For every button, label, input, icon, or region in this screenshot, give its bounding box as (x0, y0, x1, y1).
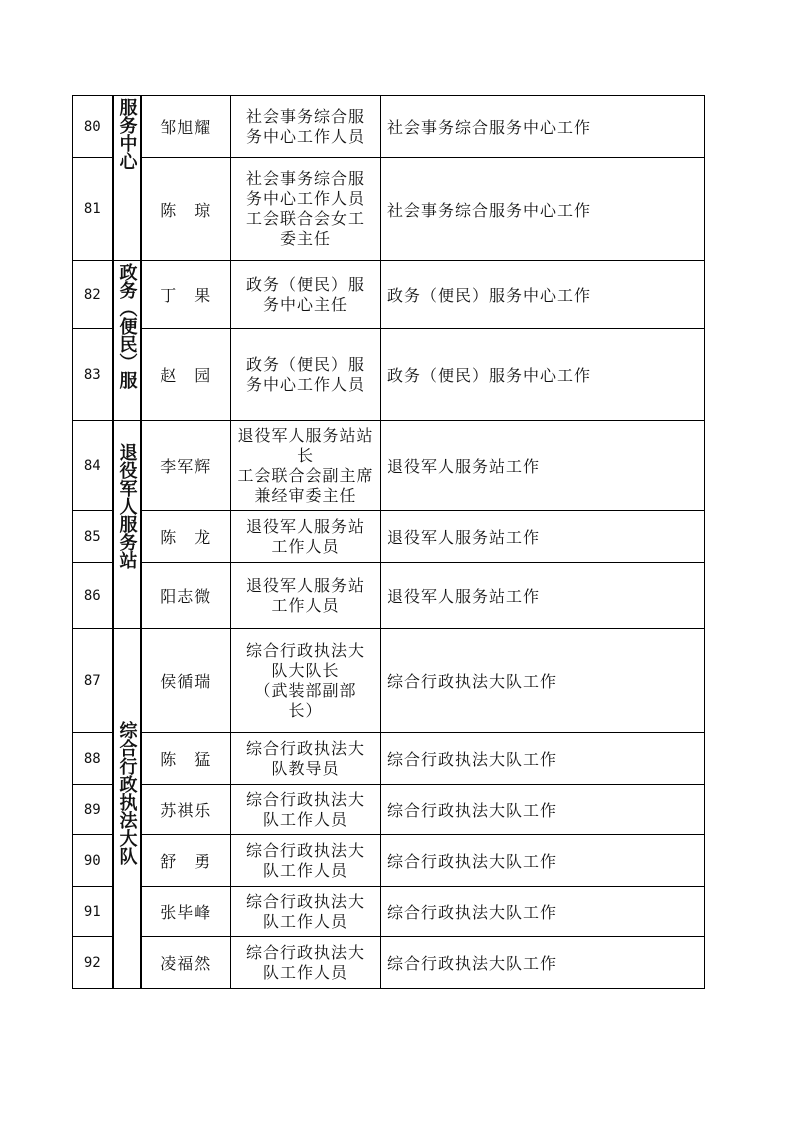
person-name: 舒 勇 (141, 835, 231, 887)
post-line: 综合行政执法大 (245, 640, 365, 660)
table-row (73, 158, 705, 261)
post-cell (231, 629, 381, 733)
dept-cell (113, 421, 141, 629)
post-line: 政务（便民）服 (245, 354, 365, 374)
duty-cell: 综合行政执法大队工作 (381, 887, 705, 937)
post-line: 综合行政执法大 (245, 738, 365, 758)
dept-label: 服务中心 (116, 98, 138, 170)
row-number: 86 (73, 563, 113, 629)
person-name: 赵 园 (141, 329, 231, 421)
post-cell (231, 887, 381, 937)
duty-cell: 政务（便民）服务中心工作 (381, 261, 705, 329)
post-line: 队大队长 (271, 660, 340, 680)
duty-cell: 退役军人服务站工作 (381, 421, 705, 511)
post-line: 队工作人员 (262, 962, 348, 982)
post-line: 综合行政执法大 (245, 840, 365, 860)
post-line: 务中心主任 (262, 294, 348, 314)
post-line: 务中心工作人员 (245, 189, 365, 208)
duty-cell: 综合行政执法大队工作 (381, 629, 705, 733)
person-name: 邹旭耀 (141, 96, 231, 158)
row-number: 80 (73, 96, 113, 158)
person-name: 陈 龙 (141, 511, 231, 563)
post-cell (231, 96, 381, 158)
duty-cell: 退役军人服务站工作 (381, 511, 705, 563)
post-line: 委主任 (279, 229, 331, 248)
table-row (73, 733, 705, 785)
table-row (73, 835, 705, 887)
staff-table (72, 95, 705, 989)
row-number: 89 (73, 785, 113, 835)
post-cell (231, 421, 381, 511)
duty-cell: 政务（便民）服务中心工作 (381, 329, 705, 421)
row-number: 90 (73, 835, 113, 887)
person-name: 李军辉 (141, 421, 231, 511)
row-number: 81 (73, 158, 113, 261)
post-line: 队工作人员 (262, 860, 348, 880)
post-line: 政务（便民）服 (245, 274, 365, 294)
post-line: 务中心工作人员 (245, 126, 365, 146)
person-name: 侯循瑞 (141, 629, 231, 733)
duty-cell: 综合行政执法大队工作 (381, 785, 705, 835)
person-name: 凌福然 (141, 937, 231, 989)
post-line: 社会事务综合服 (245, 106, 365, 126)
post-line: 工作人员 (271, 536, 340, 556)
table-row (73, 563, 705, 629)
person-name: 阳志微 (141, 563, 231, 629)
post-line: 长 (296, 445, 314, 465)
table-row (73, 785, 705, 835)
row-number: 92 (73, 937, 113, 989)
dept-cell (113, 261, 141, 421)
dept-label: 综合行政执法大队 (116, 721, 138, 865)
post-line: 队工作人员 (262, 809, 348, 829)
table-row (73, 629, 705, 733)
post-line: 工会联合会女工 (245, 209, 365, 228)
duty-cell: 综合行政执法大队工作 (381, 835, 705, 887)
table-row (73, 511, 705, 563)
post-line: （武装部副部 (254, 680, 357, 700)
post-line: 退役军人服务站站 (237, 425, 374, 445)
duty-cell: 社会事务综合服务中心工作 (381, 96, 705, 158)
post-cell (231, 835, 381, 887)
row-number: 88 (73, 733, 113, 785)
post-line: 综合行政执法大 (245, 891, 365, 911)
post-cell (231, 261, 381, 329)
dept-label: 政务（便民）服 (116, 263, 138, 389)
table-row (73, 887, 705, 937)
person-name: 丁 果 (141, 261, 231, 329)
post-line: 队工作人员 (262, 911, 348, 931)
post-line: 社会事务综合服 (245, 169, 365, 188)
row-number: 84 (73, 421, 113, 511)
table-row (73, 329, 705, 421)
post-cell (231, 785, 381, 835)
post-cell (231, 733, 381, 785)
post-line: 兼经审委主任 (254, 485, 357, 505)
row-number: 91 (73, 887, 113, 937)
duty-cell: 退役军人服务站工作 (381, 563, 705, 629)
table-row (73, 261, 705, 329)
post-cell (231, 158, 381, 261)
table-row (73, 421, 705, 511)
dept-label: 退役军人服务站 (116, 443, 138, 569)
table-row (73, 96, 705, 158)
row-number: 83 (73, 329, 113, 421)
post-line: 退役军人服务站 (245, 575, 365, 595)
post-line: 退役军人服务站 (245, 516, 365, 536)
post-line: 工作人员 (271, 595, 340, 615)
duty-cell: 综合行政执法大队工作 (381, 937, 705, 989)
post-line: 工会联合会副主席 (237, 465, 374, 485)
dept-cell (113, 96, 141, 261)
person-name: 陈 琼 (141, 158, 231, 261)
post-cell (231, 329, 381, 421)
post-cell (231, 563, 381, 629)
row-number: 82 (73, 261, 113, 329)
post-line: 队教导员 (271, 758, 340, 778)
person-name: 苏祺乐 (141, 785, 231, 835)
row-number: 85 (73, 511, 113, 563)
dept-cell (113, 629, 141, 989)
post-line: 综合行政执法大 (245, 942, 365, 962)
post-cell (231, 511, 381, 563)
table-row (73, 937, 705, 989)
duty-cell: 社会事务综合服务中心工作 (381, 158, 705, 261)
post-line: 长） (288, 700, 323, 720)
post-cell (231, 937, 381, 989)
person-name: 陈 猛 (141, 733, 231, 785)
post-line: 综合行政执法大 (245, 789, 365, 809)
person-name: 张毕峰 (141, 887, 231, 937)
row-number: 87 (73, 629, 113, 733)
duty-cell: 综合行政执法大队工作 (381, 733, 705, 785)
post-line: 务中心工作人员 (245, 374, 365, 394)
